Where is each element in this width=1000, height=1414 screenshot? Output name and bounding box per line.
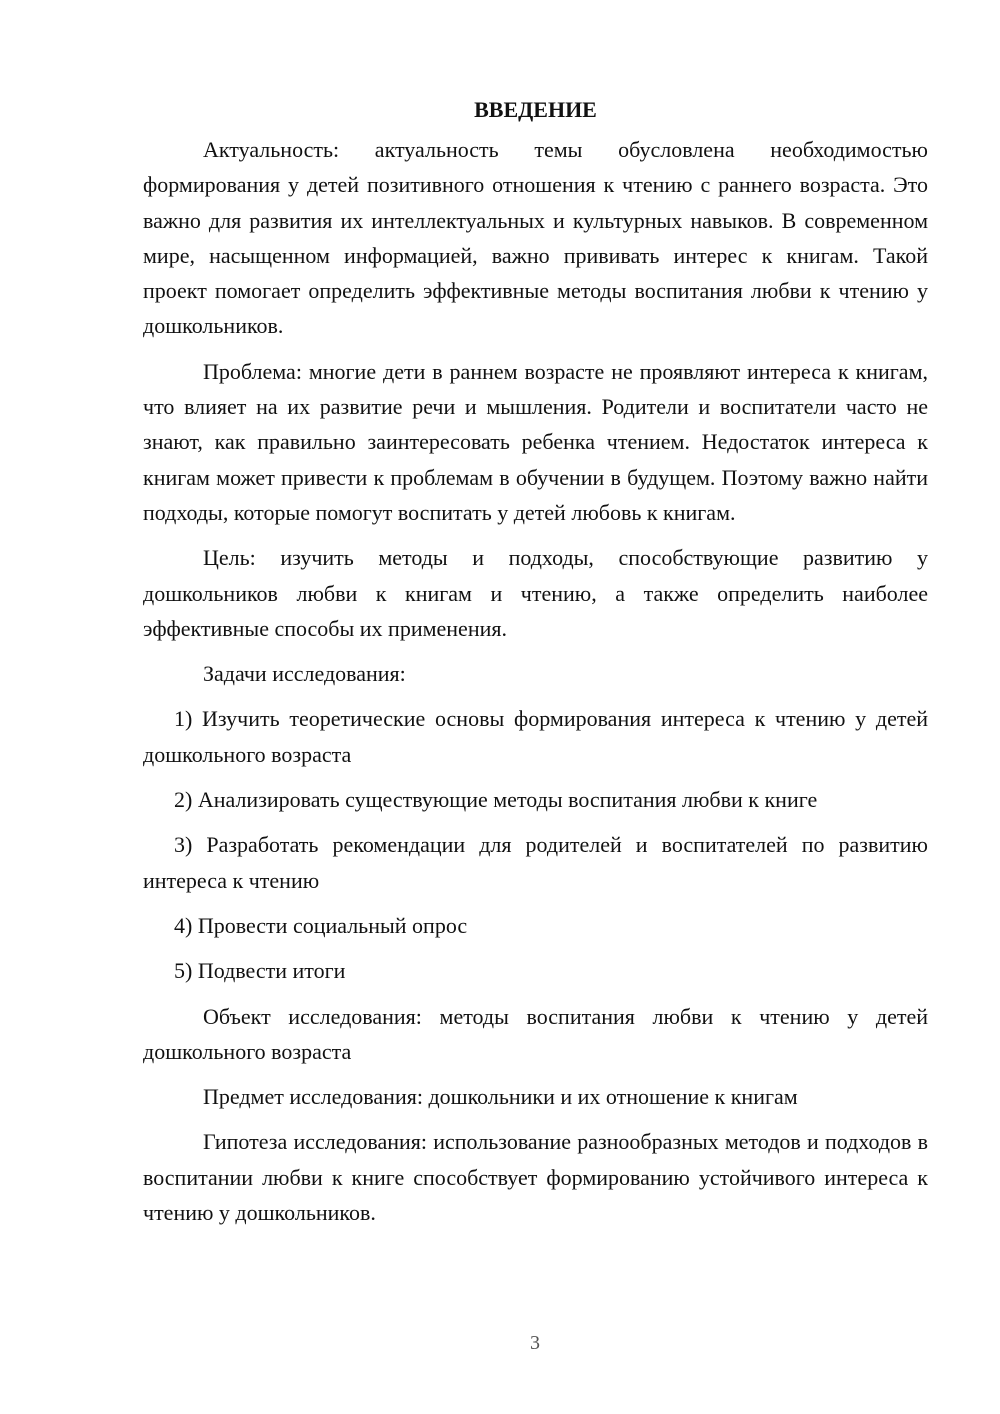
page-number: 3 xyxy=(530,1332,540,1354)
hypothesis-paragraph: Гипотеза исследования: использование разнообразных методов и подходов в воспитании любви к книге способствует формированию устойчивого интереса к чтению у дошкольников. xyxy=(143,1129,928,1226)
object-paragraph: Объект исследования: методы воспитания любви к чтению у детей дошкольного возраста xyxy=(143,1003,928,1064)
list-item: 4) Провести социальный опрос xyxy=(174,912,468,938)
tasks-list xyxy=(143,701,928,988)
tasks-heading: Задачи исследования: xyxy=(203,661,406,687)
relevance-paragraph: Актуальность: актуальность темы обусловлена необходимостью формирования у детей позитивного отношения к чтению с раннего возраста. Это важно для развития их интеллектуальных и культурных навыков. В современном мире, насыщенном информацией, важно прививать интерес к книгам. Такой проект помогает определить эффективные методы воспитания любви к чтению у дошкольников. xyxy=(143,137,928,339)
subject-paragraph: Предмет исследования: дошкольники и их отношение к книгам xyxy=(203,1084,798,1110)
problem-paragraph: Проблема: многие дети в раннем возрасте не проявляют интереса к книгам, что влияет на их развитие речи и мышления. Родители и воспитатели часто не знают, как правильно заинтересовать ребенка чтением. Недостаток интереса к книгам может привести к проблемам в обучении в будущем. Поэтому важно найти подходы, которые помогут воспитать у детей любовь к книгам. xyxy=(143,358,928,525)
document-page xyxy=(143,92,928,1240)
list-item: 2) Анализировать существующие методы воспитания любви к книге xyxy=(174,787,818,813)
page-title: ВВЕДЕНИЕ xyxy=(474,97,597,122)
list-item: 1) Изучить теоретические основы формирования интереса к чтению у детей дошкольного возраста xyxy=(143,706,928,767)
list-item: 5) Подвести итоги xyxy=(174,958,346,984)
goal-paragraph: Цель: изучить методы и подходы, способствующие развитию у дошкольников любви к книгам и чтению, а также определить наиболее эффективные способы их применения. xyxy=(143,545,928,641)
list-item: 3) Разработать рекомендации для родителей и воспитателей по развитию интереса к чтению xyxy=(143,832,928,893)
